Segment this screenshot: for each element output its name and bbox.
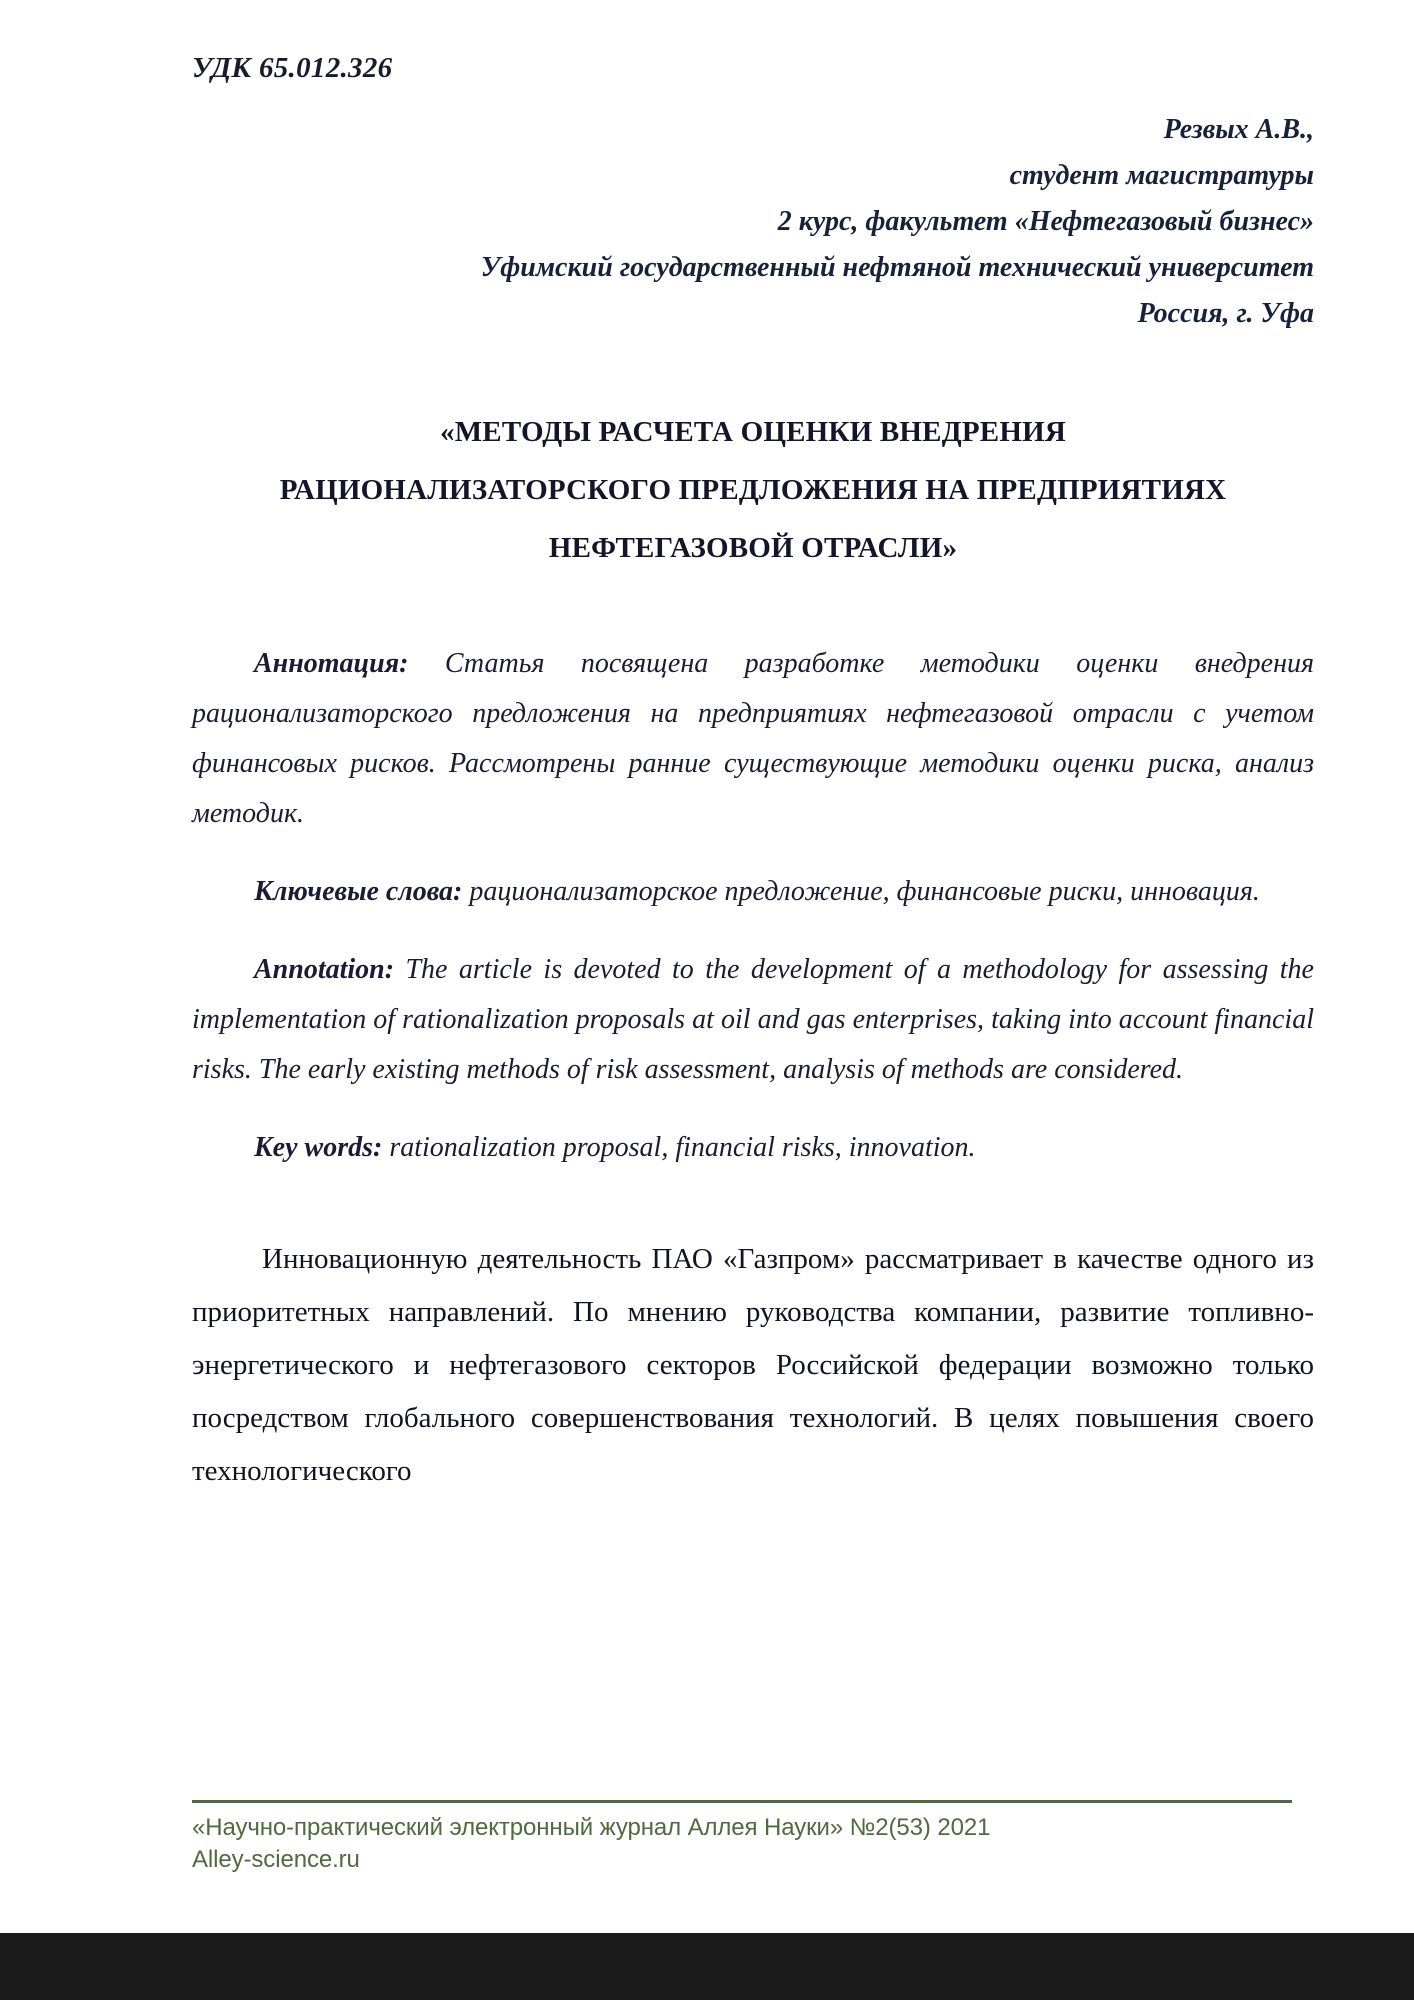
title-line-2: РАЦИОНАЛИЗАТОРСКОГО ПРЕДЛОЖЕНИЯ НА ПРЕДПРИЯТИЯХ — [279, 474, 1227, 506]
annotation-en-text: The article is devoted to the development of a methodology for assessing the implementation of rationalization proposals at oil and gas enterprises, taking into account financial risks. The early existing methods of risk assessment, analysis of methods are considered. — [192, 954, 1314, 1085]
keywords-ru — [192, 867, 1314, 917]
annotation-en — [192, 945, 1314, 1095]
title-line-3: НЕФТЕГАЗОВОЙ ОТРАСЛИ» — [548, 532, 958, 564]
page-footer — [192, 1800, 1314, 1876]
footer-divider — [192, 1800, 1292, 1803]
keywords-ru-label: Ключевые слова: — [254, 876, 463, 907]
keywords-en-text: rationalization proposal, financial risks, innovation. — [382, 1132, 976, 1163]
page-content — [192, 0, 1314, 1527]
author-name: Резвых А.В., — [1163, 114, 1314, 145]
keywords-en — [192, 1123, 1314, 1173]
annotation-ru-text: Статья посвящена разработке методики оценки внедрения рационализаторского предложения на предприятиях нефтегазовой отрасли с учетом финансовых рисков. Рассмотрены ранние существующие методики оценки риска, анализ методик. — [192, 648, 1314, 829]
viewer-bottom-strip — [0, 1933, 1414, 2000]
footer-journal-title: «Научно-практический электронный журнал Аллея Науки» №2(53) 2021 — [192, 1814, 991, 1841]
keywords-en-label: Key words: — [254, 1132, 383, 1163]
author-course-faculty: 2 курс, факультет «Нефтегазовый бизнес» — [777, 206, 1314, 237]
author-block — [192, 107, 1314, 337]
keywords-ru-text: рационализаторское предложение, финансовые риски, инновация. — [462, 876, 1260, 907]
annotation-ru-label: Аннотация: — [254, 648, 409, 679]
title-line-1: «МЕТОДЫ РАСЧЕТА ОЦЕНКИ ВНЕДРЕНИЯ — [440, 416, 1066, 448]
udc-code: УДК 65.012.326 — [192, 52, 393, 84]
annotation-ru — [192, 639, 1314, 839]
annotation-en-label: Annotation: — [254, 954, 395, 985]
author-location: Россия, г. Уфа — [1137, 298, 1314, 329]
page-title — [192, 403, 1314, 577]
author-status: студент магистратуры — [1009, 160, 1314, 191]
body-paragraph: Инновационную деятельность ПАО «Газпром» рассматривает в качестве одного из приоритетных направлений. По мнению руководства компании, развитие топливно-энергетического и нефтегазового секторов Российской федерации возможно только посредством глобального совершенствования технологий. В целях повышения своего технологического — [192, 1243, 1314, 1487]
author-university: Уфимский государственный нефтяной технический университет — [480, 252, 1314, 283]
footer-website: Alley-science.ru — [192, 1846, 360, 1873]
